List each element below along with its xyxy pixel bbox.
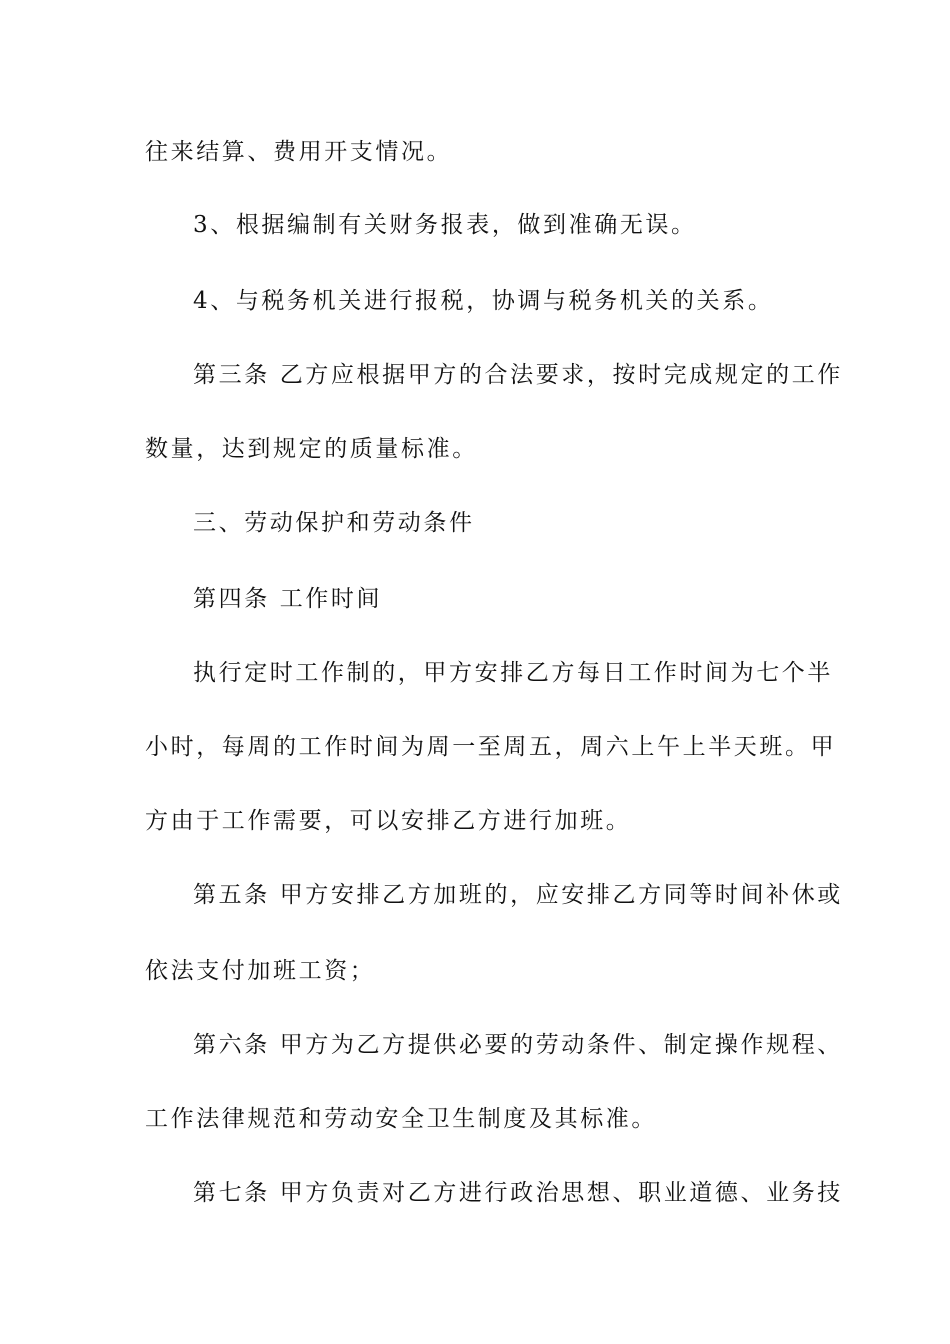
text-line: 第六条 甲方为乙方提供必要的劳动条件、制定操作规程、: [193, 1032, 843, 1058]
text-line: 执行定时工作制的，甲方安排乙方每日工作时间为七个半: [193, 660, 833, 686]
section-heading: 三、劳动保护和劳动条件: [193, 510, 475, 536]
text-line: 3、根据编制有关财务报表，做到准确无误。: [193, 212, 697, 238]
text-line: 工作法律规范和劳动安全卫生制度及其标准。: [145, 1106, 657, 1132]
text-line: 往来结算、费用开支情况。: [145, 139, 453, 165]
text-line: 第五条 甲方安排乙方加班的，应安排乙方同等时间补休或: [193, 882, 843, 908]
text-line: 4、与税务机关进行报税，协调与税务机关的关系。: [193, 288, 774, 314]
text-line: 第七条 甲方负责对乙方进行政治思想、职业道德、业务技: [193, 1180, 843, 1206]
text-line: 第三条 乙方应根据甲方的合法要求，按时完成规定的工作: [193, 362, 843, 388]
article-heading: 第四条 工作时间: [193, 586, 383, 612]
text-line: 小时，每周的工作时间为周一至周五，周六上午上半天班。甲: [145, 734, 837, 760]
text-line: 数量，达到规定的质量标准。: [145, 436, 478, 462]
text-line: 依法支付加班工资；: [145, 958, 376, 984]
text-line: 方由于工作需要，可以安排乙方进行加班。: [145, 808, 632, 834]
